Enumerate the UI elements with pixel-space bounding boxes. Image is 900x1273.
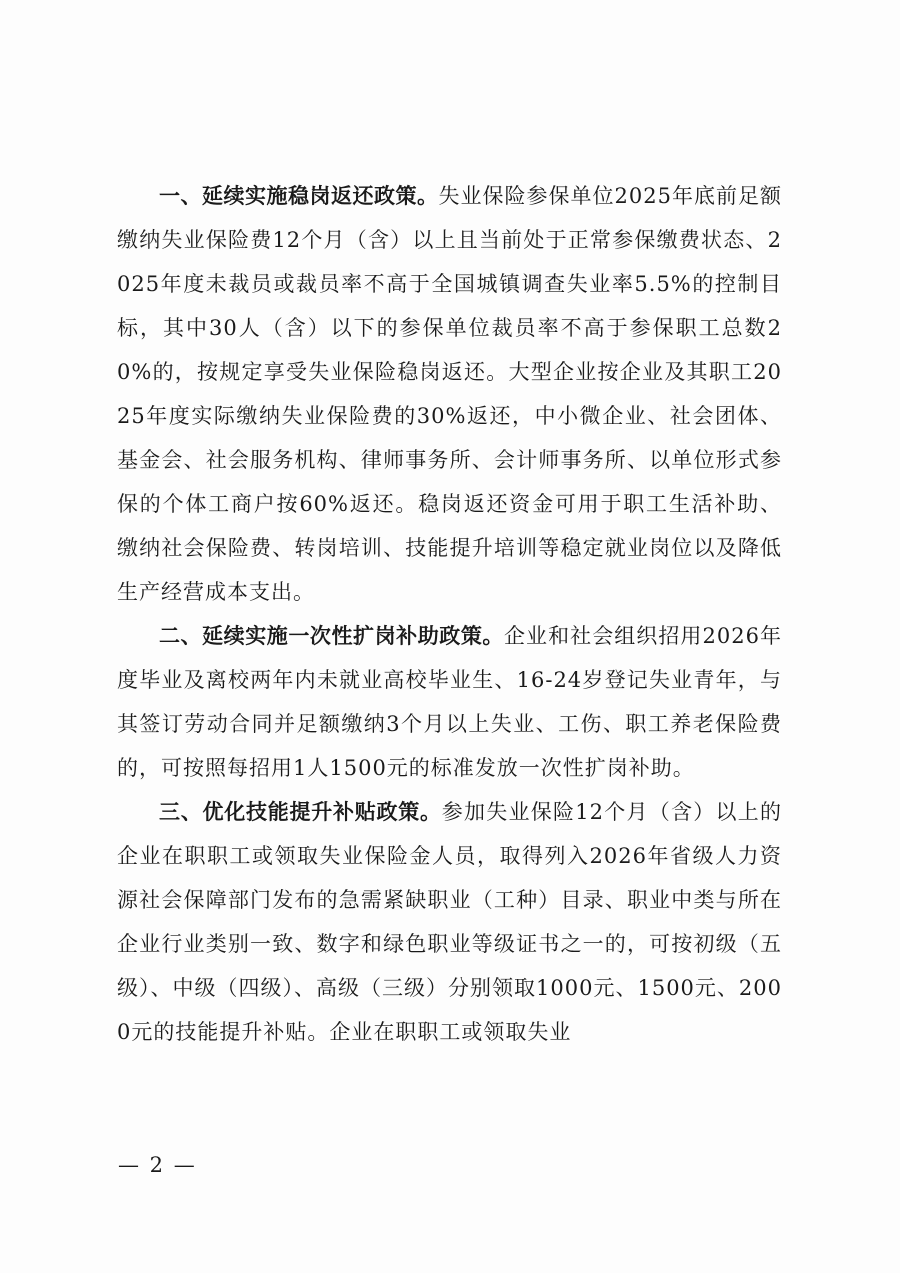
section-heading-1: 一、延续实施稳岗返还政策。 bbox=[159, 184, 439, 208]
section-heading-2: 二、延续实施一次性扩岗补助政策。 bbox=[159, 624, 504, 648]
section-body-2: 企业和社会组织招用2026年度毕业及离校两年内未就业高校毕业生、16-24岁登记失业青年，与其签订劳动合同并足额缴纳3个月以上失业、工伤、职工养老保险费的，可按照每招用1人1500元的标准发放一次性扩岗补助。 bbox=[117, 624, 782, 780]
section-heading-3: 三、优化技能提升补贴政策。 bbox=[159, 800, 442, 824]
document-body bbox=[117, 174, 782, 1054]
paragraph-expansion-subsidy bbox=[117, 614, 782, 790]
paragraph-stable-job-refund bbox=[117, 174, 782, 614]
section-body-3: 参加失业保险12个月（含）以上的企业在职职工或领取失业保险金人员，取得列入2026年省级人力资源社会保障部门发布的急需紧缺职业（工种）目录、职业中类与所在企业行业类别一致、数字和绿色职业等级证书之一的，可按初级（五级）、中级（四级）、高级（三级）分别领取1000元、1500元、2000元的技能提升补贴。企业在职职工或领取失业 bbox=[117, 800, 782, 1044]
paragraph-skill-subsidy bbox=[117, 790, 782, 1054]
section-body-1: 失业保险参保单位2025年底前足额缴纳失业保险费12个月（含）以上且当前处于正常参保缴费状态、2025年度未裁员或裁员率不高于全国城镇调查失业率5.5%的控制目标，其中30人（含）以下的参保单位裁员率不高于参保职工总数20%的，按规定享受失业保险稳岗返还。大型企业按企业及其职工2025年度实际缴纳失业保险费的30%返还，中小微企业、社会团体、基金会、社会服务机构、律师事务所、会计师事务所、以单位形式参保的个体工商户按60%返还。稳岗返还资金可用于职工生活补助、缴纳社会保险费、转岗培训、技能提升培训等稳定就业岗位以及降低生产经营成本支出。 bbox=[117, 184, 782, 604]
page-number: — 2 — bbox=[118, 1153, 197, 1177]
